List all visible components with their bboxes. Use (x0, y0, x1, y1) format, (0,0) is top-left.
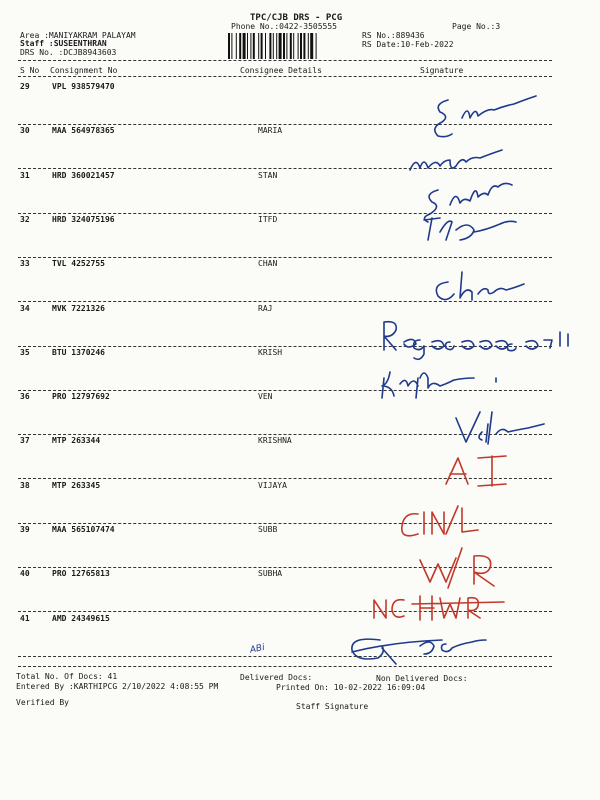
row-sno: 38 (20, 481, 30, 490)
row-consignee: STAN (258, 171, 278, 180)
row-consignment-no: MVK 7221326 (52, 304, 105, 313)
non-delivered-docs: Non Delivered Docs: (376, 674, 468, 683)
row-consignee: VEN (258, 392, 273, 401)
row-sno: 41 (20, 614, 30, 623)
handwritten-note: ABi (249, 642, 266, 656)
col-header-consignment: Consignment No (50, 66, 118, 75)
col-header-consignee: Consignee Details (240, 66, 322, 75)
staff-label: Staff :SUSEENTHRAN (20, 39, 107, 48)
row-sno: 37 (20, 436, 30, 445)
row-sno: 33 (20, 259, 30, 268)
entered-by: Entered By :KARTHIPCG 2/10/2022 4:08:55 PM (16, 682, 219, 691)
row-consignment-no: BTU 1370246 (52, 348, 105, 357)
row-sno: 30 (20, 126, 30, 135)
row-consignment-no: VPL 938579470 (52, 82, 115, 91)
row-consignment-no: HRD 360021457 (52, 171, 115, 180)
row-consignment-no: MAA 564978365 (52, 126, 115, 135)
row-consignee: ITFD (258, 215, 278, 224)
row-sno: 40 (20, 569, 30, 578)
rs-number: RS No.:889436 (362, 31, 425, 40)
row-consignee: KRISH (258, 348, 283, 357)
phone-number: Phone No.:0422-3505555 (231, 22, 337, 31)
row-consignee: RAJ (258, 304, 273, 313)
row-sno: 35 (20, 348, 30, 357)
rs-date: RS Date:10-Feb-2022 (362, 40, 454, 49)
document-title: TPC/CJB DRS - PCG (250, 13, 343, 23)
row-consignee: VIJAYA (258, 481, 287, 490)
row-consignee: KRISHNA (258, 436, 292, 445)
staff-signature: Staff Signature (296, 702, 369, 711)
row-sno: 39 (20, 525, 30, 534)
row-sno: 31 (20, 171, 30, 180)
row-sno: 34 (20, 304, 30, 313)
row-consignment-no: HRD 324075196 (52, 215, 115, 224)
row-consignee: MARIA (258, 126, 283, 135)
row-consignee: CHAN (258, 259, 278, 268)
row-consignment-no: PRO 12765813 (52, 569, 110, 578)
col-header-sno: S No (20, 66, 40, 75)
total-docs: Total No. Of Docs: 41 (16, 672, 118, 681)
drs-number: DRS No. :DCJB8943603 (20, 48, 117, 57)
col-header-signature: Signature (420, 66, 464, 75)
row-consignment-no: TVL 4252755 (52, 259, 105, 268)
row-consignment-no: MAA 565107474 (52, 525, 115, 534)
row-sno: 29 (20, 82, 30, 91)
printed-on: Printed On: 10-02-2022 16:09:04 (276, 683, 426, 692)
divider (18, 666, 552, 667)
page-number: Page No.:3 (452, 22, 501, 31)
row-consignment-no: MTP 263345 (52, 481, 101, 490)
area-label: Area :MANIYAKRAM PALAYAM (20, 31, 136, 40)
verified-by: Verified By (16, 698, 69, 707)
row-consignment-no: MTP 263344 (52, 436, 101, 445)
row-sno: 36 (20, 392, 30, 401)
row-consignment-no: PRO 12797692 (52, 392, 110, 401)
row-consignee: SUBHA (258, 569, 283, 578)
row-consignee: SUBB (258, 525, 278, 534)
delivered-docs: Delivered Docs: (240, 673, 313, 682)
row-sno: 32 (20, 215, 30, 224)
row-consignment-no: AMD 24349615 (52, 614, 110, 623)
